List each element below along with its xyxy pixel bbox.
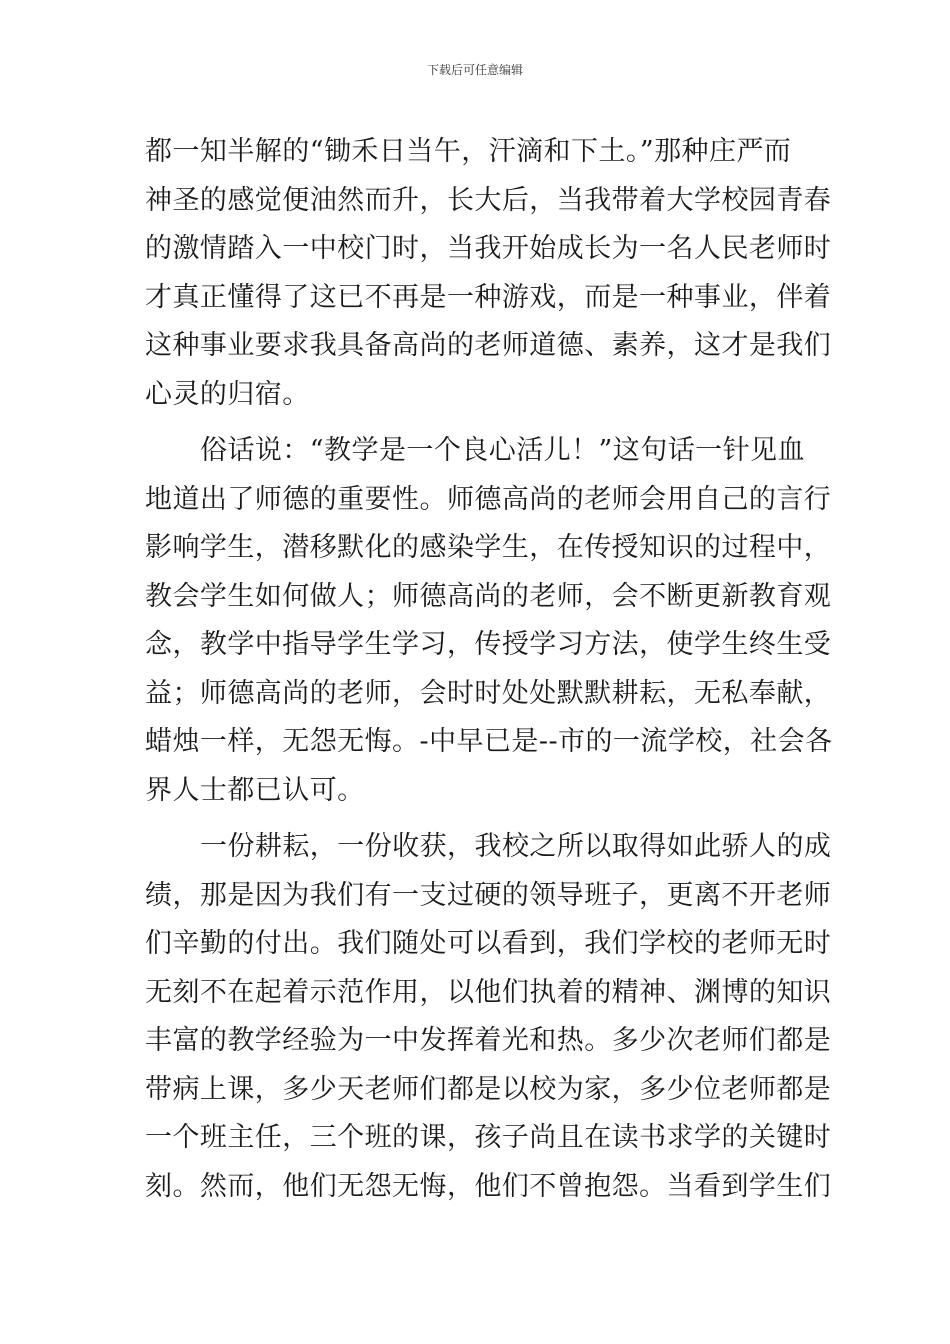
text-line: 念，教学中指导学生学习，传授学习方法，使学生终生受: [145, 629, 832, 660]
paragraph-1: [145, 128, 832, 419]
paragraph-2: [145, 427, 833, 815]
text-line: 无刻不在起着示范作用，以他们执着的精神、渊博的知识: [145, 976, 832, 1008]
text-line: 绩，那是因为我们有一支过硬的领导班子，更离不开老师: [145, 879, 832, 911]
document-body: [145, 128, 833, 1219]
text-line: 一份耕耘，一份收获，我校之所以取得如此骄人的成: [200, 831, 832, 862]
text-line: 们辛勤的付出。我们随处可以看到，我们学校的老师无时: [145, 928, 832, 959]
text-line: 教会学生如何做人；师德高尚的老师，会不断更新教育观: [145, 580, 832, 612]
text-line: 都一知半解的“锄禾日当午，汗滴和下土。”那种庄严而: [145, 136, 792, 167]
text-line: 神圣的感觉便油然而升，长大后，当我带着大学校园青春: [145, 184, 832, 216]
text-line: 这种事业要求我具备高尚的老师道德、素养，这才是我们: [145, 330, 832, 361]
paragraph-3: [145, 823, 832, 1211]
text-line: 蜡烛一样，无怨无悔。-中早已是--市的一流学校，社会各: [145, 726, 833, 757]
text-line: 益；师德高尚的老师，会时时处处默默耕耘，无私奉献，: [145, 677, 832, 709]
text-line: 影响学生，潜移默化的感染学生，在传授知识的过程中，: [145, 532, 832, 563]
text-line: 才真正懂得了这已不再是一种游戏，而是一种事业，伴着: [145, 281, 832, 313]
text-line: 俗话说：“教学是一个良心活儿！”这句话一针见血: [200, 435, 805, 466]
text-line: 的激情踏入一中校门时，当我开始成长为一名人民老师时: [145, 233, 832, 264]
text-line: 带病上课，多少天老师们都是以校为家，多少位老师都是: [145, 1073, 832, 1105]
text-line: 界人士都已认可。: [145, 774, 365, 806]
text-line: 地道出了师德的重要性。师德高尚的老师会用自己的言行: [145, 483, 832, 515]
text-line: 心灵的归宿。: [145, 378, 310, 410]
text-line: 丰富的教学经验为一中发挥着光和热。多少次老师们都是: [145, 1025, 832, 1056]
text-line: 刻。然而，他们无怨无悔，他们不曾抱怨。当看到学生们: [145, 1170, 832, 1202]
page-header: 下载后可任意编辑: [426, 63, 523, 77]
text-line: 一个班主任，三个班的课，孩子尚且在读书求学的关键时: [145, 1122, 832, 1153]
